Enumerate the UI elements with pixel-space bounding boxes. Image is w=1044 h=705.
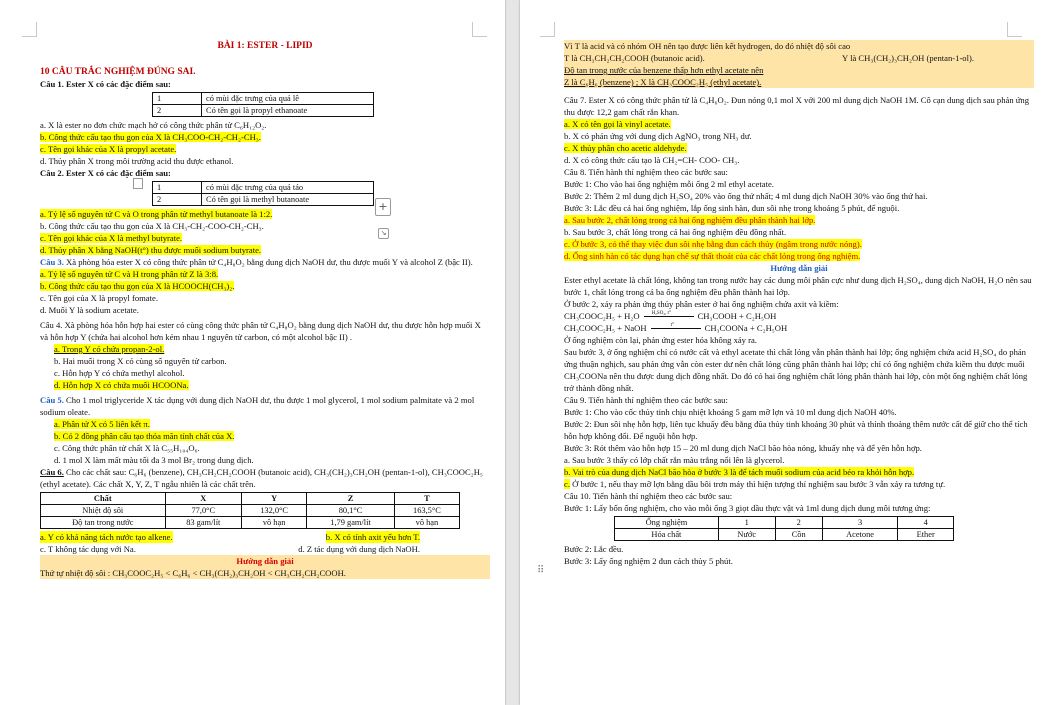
q8-step2: Bước 2: Thêm 2 ml dung dịch H₂SO₄ 20% vào ống thứ nhất; 4 ml dung dịch NaOH 30% vào ống thứ hai. xyxy=(564,191,928,201)
guide-heading: Hướng dẫn giải xyxy=(236,556,294,566)
eq-right: CH₃COONa + C₂H₅OH xyxy=(704,323,788,333)
cell: Có tên gọi là methyl butanoate xyxy=(202,194,374,206)
q7-text: Câu 7. Ester X có công thức phân tử là C₄H₆O₂. Đun nóng 0,1 mol X với 200 ml dung dịch NaOH 1M. Cô cạn dung dịch sau phản ứng thu được 12,2 gam chất rắn khan. xyxy=(564,95,1030,117)
cell: Ether xyxy=(898,529,954,541)
document-page-right xyxy=(520,0,1044,705)
q2-b: b. Công thức cấu tạo thu gọn của X là CH₃-CH₂-COO-CH₂-CH₃. xyxy=(40,221,264,231)
cell: Nước xyxy=(718,529,775,541)
right-content xyxy=(564,40,1034,567)
cell: Hóa chất xyxy=(615,529,719,541)
q8-b: b. Sau bước 3, chất lỏng trong cả hai ống nghiệm đều đồng nhất. xyxy=(564,227,787,237)
drag-handle-icon[interactable]: ⠿ xyxy=(537,565,544,576)
equation-2 xyxy=(564,322,1034,334)
q5-text: Câu 5. Cho 1 mol triglyceride X tác dụng với dung dịch NaOH dư, thu được 1 mol glycerol, 1 mol sodium palmitate và 2 mol sodium oleate. xyxy=(40,395,475,417)
q8-guide-3: Ở ống nghiệm còn lại, phản ứng ester hóa không xảy ra. xyxy=(564,335,757,345)
q8-step1: Bước 1: Cho vào hai ống nghiệm mỗi ống 2 ml ethyl acetate. xyxy=(564,179,774,189)
q7-d: d. X có công thức cấu tạo là CH₂=CH- COO- CH₃. xyxy=(564,155,740,165)
guide-line: Độ tan trong nước của benzene thấp hơn ethyl acetate nên xyxy=(564,65,764,75)
cell: 163,5°C xyxy=(394,505,459,517)
guide-text: Thứ tự nhiệt độ sôi : CH₃COOC₂H₅ < C₆H₆ < CH₃(CH₂)₃CH₂OH < CH₃CH₂CH₂COOH. xyxy=(40,568,346,578)
q4-c: c. Hỗn hợp Y có chứa methyl alcohol. xyxy=(54,368,185,378)
doc-title: BÀI 1: ESTER - LIPID xyxy=(217,41,313,51)
q8-a: a. Sau bước 2, chất lỏng trong cả hai ống nghiệm đều phân thành hai lớp. xyxy=(564,215,816,225)
q6-table xyxy=(40,492,460,529)
header-cell: X xyxy=(165,493,242,505)
q1-c: c. Tên gọi khác của X là propyl acetate. xyxy=(40,144,177,154)
q10-table xyxy=(614,516,954,541)
q2-d: d. Thủy phân X bằng NaOH(t°) thu được muối sodium butyrate. xyxy=(40,245,262,255)
reaction-arrow: t° xyxy=(651,328,701,329)
q9-a: a. Sau bước 3 thấy có lớp chất rắn màu trắng nổi lên là glycerol. xyxy=(564,455,785,465)
table-resize-handle[interactable]: ↘ xyxy=(378,228,389,239)
q6-b: b. X có tính axit yếu hơn T. xyxy=(325,532,420,542)
q9-c: c. Ở bước 1, nếu thay mỡ lợn bằng dầu bôi trơn máy thì hiện tượng thí nghiệm sau bước 3 vẫn xảy ra tương tự. xyxy=(564,479,946,489)
q8-text: Câu 8. Tiến hành thí nghiệm theo các bước sau: xyxy=(564,167,728,177)
q10-step3: Bước 3: Lấy ống nghiệm 2 đun cách thủy 5 phút. xyxy=(564,556,733,566)
q1-d: d. Thủy phân X trong môi trường acid thu được ethanol. xyxy=(40,156,234,166)
document-page-left xyxy=(0,0,505,705)
cell: 1 xyxy=(153,182,202,194)
header-cell: Chất xyxy=(41,493,166,505)
q8-step3: Bước 3: Lắc đều cả hai ống nghiệm, lắp ống sinh hàn, đun sôi nhẹ trong khoảng 5 phút, để nguội. xyxy=(564,203,900,213)
q5-a: a. Phân tử X có 5 liên kết π. xyxy=(54,419,150,429)
cell: 2 xyxy=(775,517,822,529)
q6-a: a. Y có khả năng tách nước tạo alkene. xyxy=(40,532,173,542)
q10-step2: Bước 2: Lắc đều. xyxy=(564,544,624,554)
guide-line: Y là CH₃(CH₂)₃CH₂OH (pentan-1-ol). xyxy=(842,53,974,63)
cell: 80,1°C xyxy=(307,505,395,517)
guide-line: Vì T là acid và có nhóm OH nên tạo được liên kết hydrogen, do đó nhiệt độ sôi cao xyxy=(564,41,851,51)
eq-left: CH₃COOC₂H₅ + H₂O xyxy=(564,311,640,321)
q3-c: c. Tên gọi của X là propyl fomate. xyxy=(40,293,158,303)
q8-guide-4: Sau bước 3, ở ống nghiệm chỉ có nước cất và ethyl acetate thì chất lỏng vẫn phân thành hai lớp; ống nghiệm chứa acid H₂SO₄ do phản ứng thuận nghịch, sau phản ứng vẫn còn ester dư nên chất lỏng cũng phân thành hai lớp; chỉ có ống nghiệm chứa kiềm thu được muối CH₃COONa nên thu được dung dịch đồng nhất. Do đó có hai ống nghiệm chất lỏng phân thành hai lớp, còn một ống nghiệm chất lỏng trở thành đồng nhất. xyxy=(564,347,1028,393)
q8-guide-1: Ester ethyl acetate là chất lỏng, không tan trong nước hay các dung môi phân cực như dung dịch H₂SO₄, dung dịch NaOH, H₂O nên sau bước 1, chất lỏng trong cả ba ống nghiệm đều phân thành hai lớp. xyxy=(564,275,1032,297)
q2-table xyxy=(152,181,374,206)
q10-step1: Bước 1: Lấy bốn ống nghiệm, cho vào mỗi ống 3 giọt dầu thực vật và 1ml dung dịch dung môi tương ứng: xyxy=(564,503,931,513)
q9-b: b. Vai trò của dung dịch NaCl bão hòa ở bước 3 là để tách muối sodium của acid béo ra khỏi hỗn hợp. xyxy=(564,467,915,477)
cell: có mùi đặc trưng của quả táo xyxy=(202,182,374,194)
crop-mark xyxy=(22,22,37,37)
q9-step1: Bước 1: Cho vào cốc thủy tinh chịu nhiệt khoảng 5 gam mỡ lợn và 10 ml dung dịch NaOH 40%. xyxy=(564,407,897,417)
q9-step3: Bước 3: Rót thêm vào hỗn hợp 15 – 20 ml dung dịch NaCl bão hòa nóng, khuấy nhẹ và để yên hỗn hợp. xyxy=(564,443,922,453)
cell: 1 xyxy=(153,93,202,105)
section-heading: 10 CÂU TRẮC NGHIỆM ĐÚNG SAI. xyxy=(40,67,196,77)
q4-text: Câu 4. Xà phòng hóa hỗn hợp hai ester có cùng công thức phân tử C₄H₈O₂ bằng dung dịch NaOH dư, thu được hỗn hợp muối X và hỗn hợp Y (chứa hai alcohol hơn kém nhau 1 nguyên tử carbon, có một alcohol bậc II) . xyxy=(40,320,481,342)
q6-guide xyxy=(40,555,490,579)
cell: 2 xyxy=(153,105,202,117)
q4-a: a. Trong Y có chứa propan-2-ol. xyxy=(54,344,165,354)
q8-c: c. Ở bước 3, có thể thay việc đun sôi nhẹ bằng đun cách thủy (ngâm trong nước nóng). xyxy=(564,239,862,249)
q3-text: Câu 3. Xà phòng hóa ester X có công thức phân tử C₄H₈O₂ bằng dung dịch NaOH dư, thu được muối Y và alcohol Z (bậc II). xyxy=(40,257,473,267)
crop-mark xyxy=(472,22,487,37)
cell: Acetone xyxy=(822,529,898,541)
q2-text: Câu 2. Ester X có các đặc điểm sau: xyxy=(40,168,171,178)
q3-d: d. Muối Y là sodium acetate. xyxy=(40,305,139,315)
q6-c: c. T không tác dụng với Na. xyxy=(40,544,136,554)
cell: 3 xyxy=(822,517,898,529)
cell: Ống nghiệm xyxy=(615,517,719,529)
crop-mark xyxy=(540,22,555,37)
q4-d: d. Hỗn hợp X có chứa muối HCOONa. xyxy=(54,380,189,390)
q1-b: b. Công thức cấu tạo thu gọn của X là CH₃COO-CH₂-CH₂-CH₃. xyxy=(40,132,261,142)
q9-step2: Bước 2: Đun sôi nhẹ hỗn hợp, liên tục khuấy đều bằng đũa thủy tinh khoảng 30 phút và thỉnh thoảng thêm nước cất để giữ cho thể tích hỗn hợp không đổi. Để nguội hỗn hợp. xyxy=(564,419,1028,441)
crop-mark xyxy=(1007,22,1022,37)
q7-b: b. X có phản ứng với dung dịch AgNO₃ trong NH₃ dư. xyxy=(564,131,752,141)
q4-b: b. Hai muối trong X có cùng số nguyên tử carbon. xyxy=(54,356,227,366)
cell: 1,79 gam/lít xyxy=(307,517,395,529)
equilibrium-arrow: H₂SO₄, t° xyxy=(644,316,694,317)
q1-table xyxy=(152,92,374,117)
q8-guide-heading: Hướng dẫn giải xyxy=(770,263,828,273)
cell: 2 xyxy=(153,194,202,206)
cell: vô hạn xyxy=(394,517,459,529)
cell: 1 xyxy=(718,517,775,529)
cell: vô hạn xyxy=(242,517,307,529)
q6-d: d. Z tác dụng với dung dịch NaOH. xyxy=(298,544,420,554)
q3-b: b. Công thức cấu tạo thu gọn của X là HCOOCH(CH₃)₂. xyxy=(40,281,235,291)
q8-guide-2: Ở bước 2, xảy ra phản ứng thủy phân ester ở hai ống nghiệm chứa axit và kiềm: xyxy=(564,299,839,309)
table-move-handle[interactable] xyxy=(133,178,143,189)
guide-line: T là CH₃CH₂CH₂COOH (butanoic acid). xyxy=(564,53,705,63)
q1-text: Câu 1. Ester X có các đặc điểm sau: xyxy=(40,79,171,89)
q6-text: Câu 6. Cho các chất sau: C₆H₆ (benzene), CH₃CH₂CH₂COOH (butanoic acid), CH₃(CH₂)₃CH₂OH (pentan-1-ol), CH₃COOC₂H₅ (ethyl acetate). Các chất X, Y, Z, T ngẫu nhiên là các chất trên. xyxy=(40,467,483,489)
cell: 83 gam/lít xyxy=(165,517,242,529)
q1-a: a. X là ester no đơn chức mạch hở có công thức phân tử C₆H₁₂O₂. xyxy=(40,120,267,130)
equation-1 xyxy=(564,310,1034,322)
cell: Cồn xyxy=(775,529,822,541)
eq-right: CH₃COOH + C₂H₅OH xyxy=(697,311,777,321)
eq-left: CH₃COOC₂H₅ + NaOH xyxy=(564,323,647,333)
cell: 132,0°C xyxy=(242,505,307,517)
cell: 4 xyxy=(898,517,954,529)
q9-text: Câu 9. Tiến hành thí nghiệm theo các bước sau: xyxy=(564,395,728,405)
header-cell: Y xyxy=(242,493,307,505)
q5-c: c. Công thức phân tử chất X là C₅₅H₁₀₄O₆. xyxy=(54,443,200,453)
q2-a: a. Tỷ lệ số nguyên tử C và O trong phân tử methyl butanoate là 1:2. xyxy=(40,209,273,219)
cell: có mùi đặc trưng của quả lê xyxy=(202,93,374,105)
q5-d: d. 1 mol X làm mất màu tối đa 3 mol Br₂ trong dung dịch. xyxy=(54,455,254,465)
q7-a: a. X có tên gọi là vinyl acetate. xyxy=(564,119,671,129)
cell: Nhiệt độ sôi xyxy=(41,505,166,517)
q8-d: d. Ống sinh hàn có tác dụng hạn chế sự thất thoát của các chất lỏng trong ống nghiệm. xyxy=(564,251,861,261)
cell: 77,0°C xyxy=(165,505,242,517)
guide-line: Z là C₆H₆ (benzene) ; X là CH₃COOC₂H₅ (ethyl acetate). xyxy=(564,77,762,87)
q2-c: c. Tên gọi khác của X là methyl butyrate. xyxy=(40,233,183,243)
q3-a: a. Tỷ lệ số nguyên tử C và H trong phân tử Z là 3:8. xyxy=(40,269,219,279)
q10-text: Câu 10. Tiến hành thí nghiệm theo các bước sau: xyxy=(564,491,733,501)
q5-b: b. Có 2 đồng phân cấu tạo thỏa mãn tính chất của X. xyxy=(54,431,235,441)
header-cell: T xyxy=(394,493,459,505)
cell: Độ tan trong nước xyxy=(41,517,166,529)
q7-c: c. X thủy phân cho acetic aldehyde. xyxy=(564,143,687,153)
q6-guide-continued xyxy=(564,40,1034,88)
insert-row-button[interactable]: + xyxy=(375,198,391,216)
left-content xyxy=(40,40,490,579)
cell: Có tên gọi là propyl ethanoate xyxy=(202,105,374,117)
header-cell: Z xyxy=(307,493,395,505)
